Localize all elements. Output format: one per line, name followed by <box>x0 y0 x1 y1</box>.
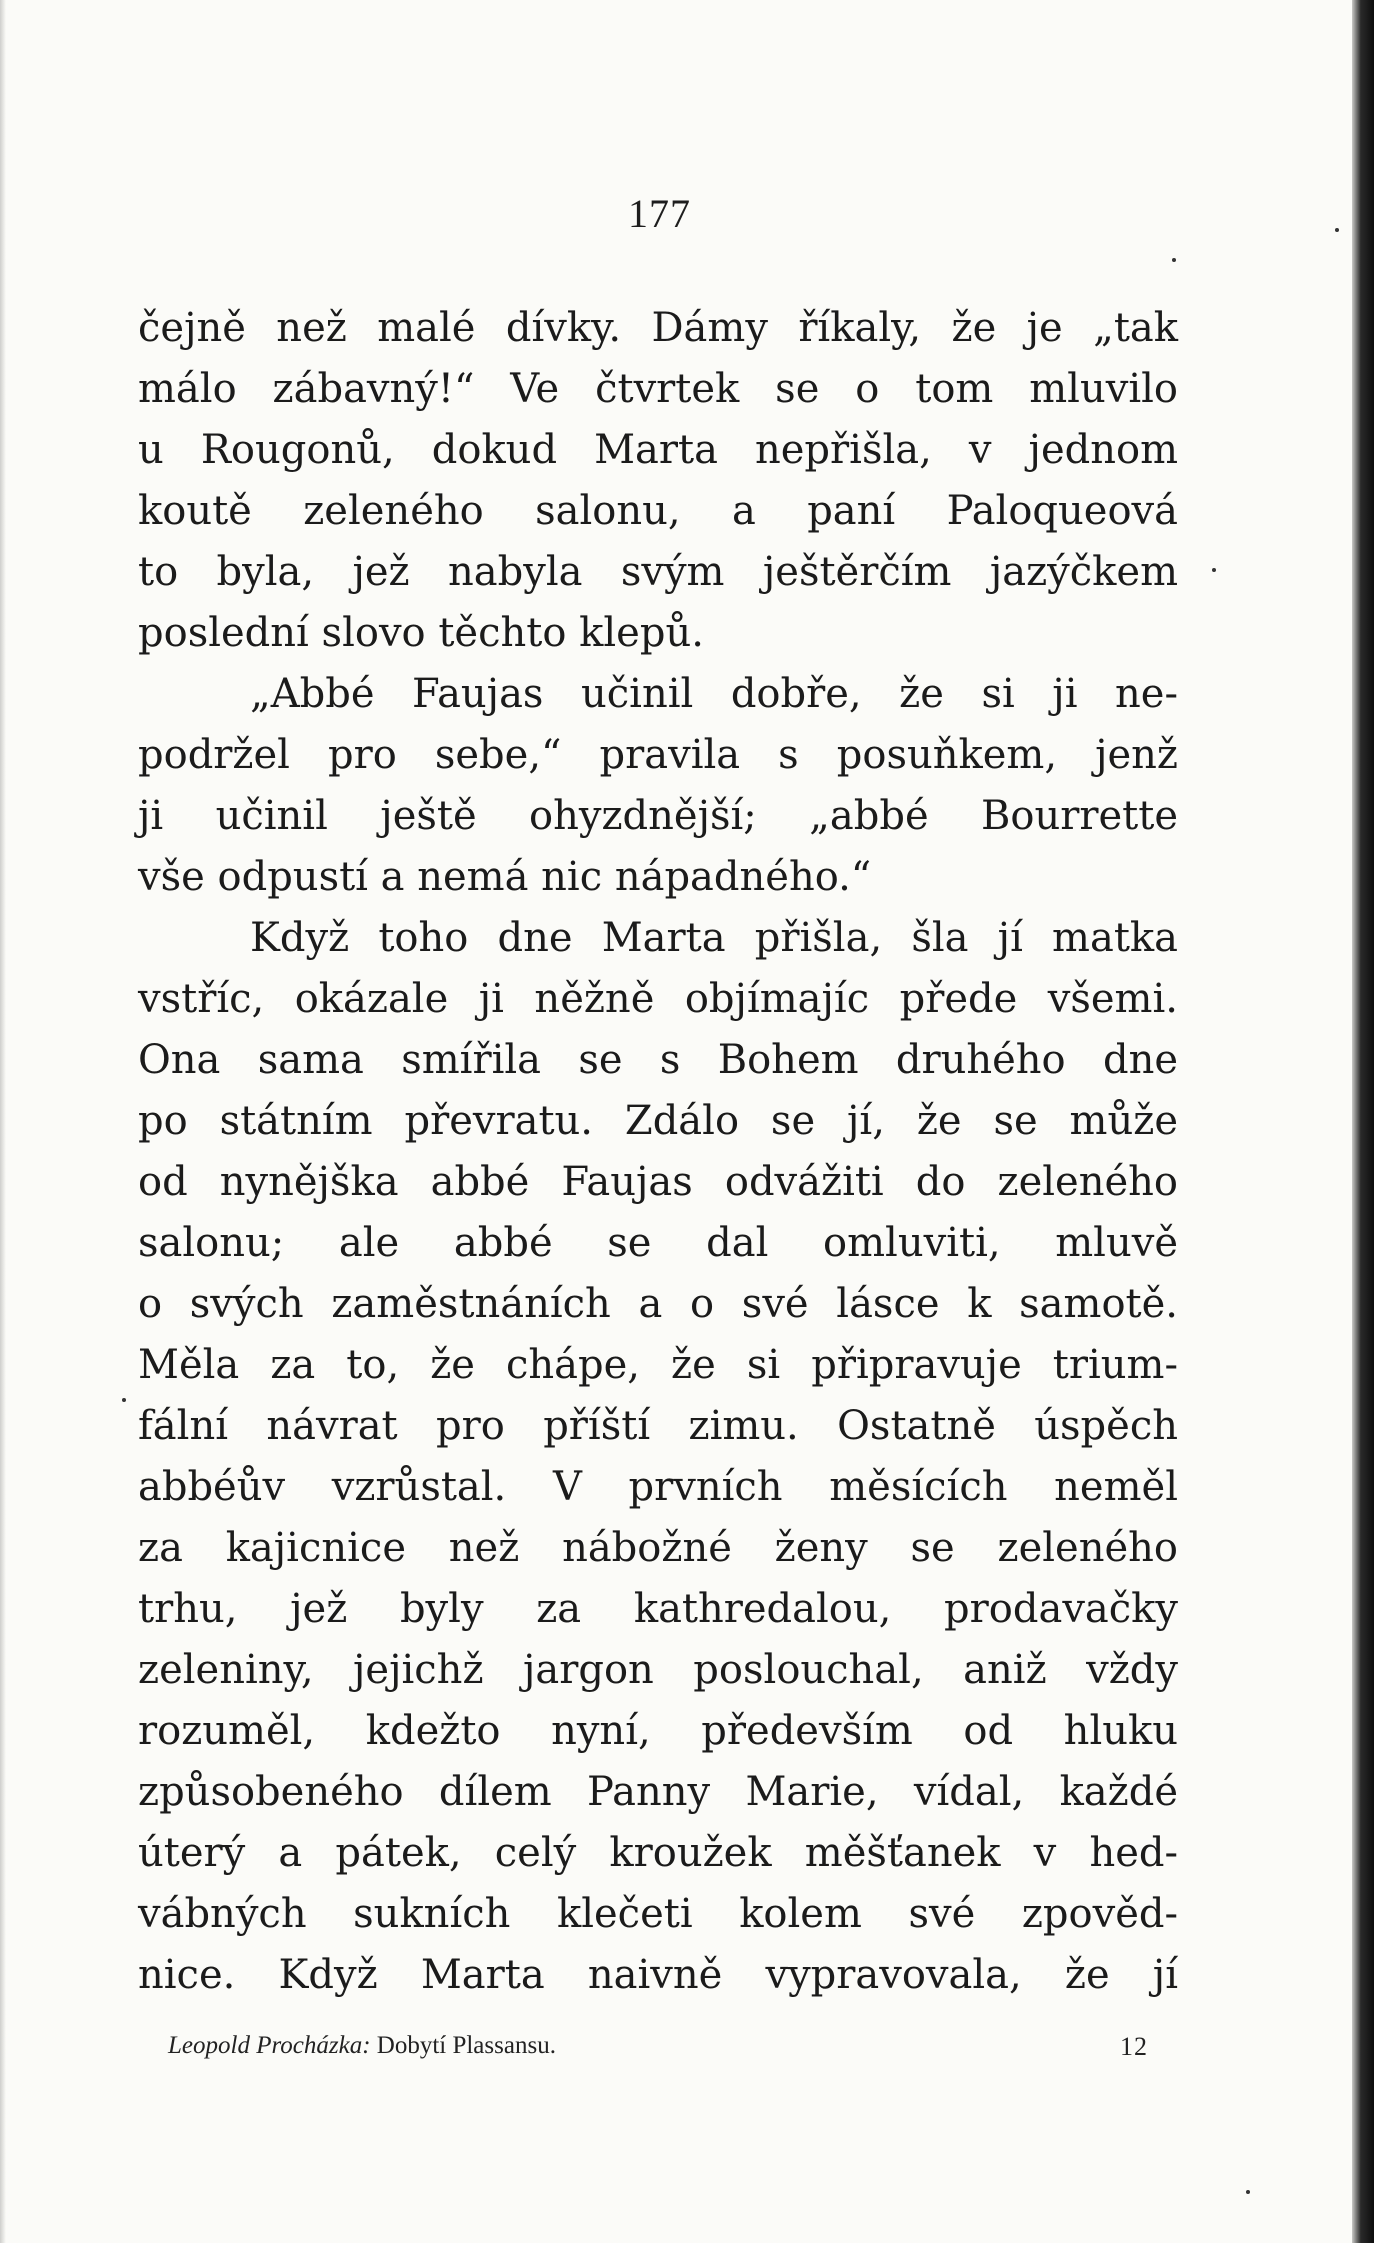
text-line: salonu; ale abbé se dal omluviti, mluvě <box>138 1220 1178 1266</box>
text-line: abbéův vzrůstal. V prvních měsících neměl <box>138 1464 1178 1510</box>
text-line: „Abbé Faujas učinil dobře, že si ji ne- <box>250 671 1178 717</box>
text-line: způsobeného dílem Panny Marie, vídal, každé <box>138 1769 1178 1815</box>
text-line: čejně než malé dívky. Dámy říkaly, že je „tak <box>138 305 1178 351</box>
text-line: podržel pro sebe,“ pravila s posuňkem, jenž <box>138 732 1178 778</box>
print-speck <box>1212 568 1216 572</box>
body-text <box>138 298 1178 2006</box>
text-line: Když toho dne Marta přišla, šla jí matka <box>250 915 1178 961</box>
footer-title: Dobytí Plassansu. <box>376 2032 556 2059</box>
text-line: o svých zaměstnáních a o své lásce k samotě. <box>138 1281 1178 1327</box>
text-line: nice. Když Marta naivně vypravovala, že jí <box>138 1952 1178 1998</box>
text-line: u Rougonů, dokud Marta nepřišla, v jednom <box>138 427 1178 473</box>
text-line: vše odpustí a nemá nic nápadného.“ <box>138 854 872 900</box>
page-left-edge <box>0 0 6 2243</box>
text-line: ji učinil ještě ohyzdnější; „abbé Bourrette <box>138 793 1178 839</box>
text-line: za kajicnice než nábožné ženy se zeleného <box>138 1525 1178 1571</box>
text-line: rozuměl, kdežto nyní, především od hluku <box>138 1708 1178 1754</box>
text-line: vábných sukních klečeti kolem své zpověd- <box>138 1891 1178 1937</box>
text-line: od nynějška abbé Faujas odvážiti do zeleného <box>138 1159 1178 1205</box>
text-line: to byla, jež nabyla svým ještěrčím jazýčkem <box>138 549 1178 595</box>
text-line: úterý a pátek, celý kroužek měšťanek v hed- <box>138 1830 1178 1876</box>
text-line: fální návrat pro příští zimu. Ostatně úspěch <box>138 1403 1178 1449</box>
text-line: Měla za to, že chápe, že si připravuje trium- <box>138 1342 1178 1388</box>
text-line: trhu, jež byly za kathredalou, prodavačky <box>138 1586 1178 1632</box>
page-number: 177 <box>628 191 691 236</box>
print-speck <box>1172 258 1176 262</box>
page-footer <box>168 2032 1148 2060</box>
text-line: po státním převratu. Zdálo se jí, že se může <box>138 1098 1178 1144</box>
print-speck <box>1335 228 1339 232</box>
signature-mark: 12 <box>1120 2032 1148 2061</box>
text-line: koutě zeleného salonu, a paní Paloqueová <box>138 488 1178 534</box>
page-right-edge <box>1352 0 1374 2243</box>
text-line: poslední slovo těchto klepů. <box>138 610 704 656</box>
text-line: málo zábavný!“ Ve čtvrtek se o tom mluvilo <box>138 366 1178 412</box>
text-line: zeleniny, jejichž jargon poslouchal, aniž vždy <box>138 1647 1178 1693</box>
print-speck <box>122 1398 126 1402</box>
footer-author: Leopold Procházka: <box>168 2032 371 2059</box>
text-line: vstříc, okázale ji něžně objímajíc přede všemi. <box>138 976 1178 1022</box>
text-line: Ona sama smířila se s Bohem druhého dne <box>138 1037 1178 1083</box>
print-speck <box>1246 2190 1250 2194</box>
